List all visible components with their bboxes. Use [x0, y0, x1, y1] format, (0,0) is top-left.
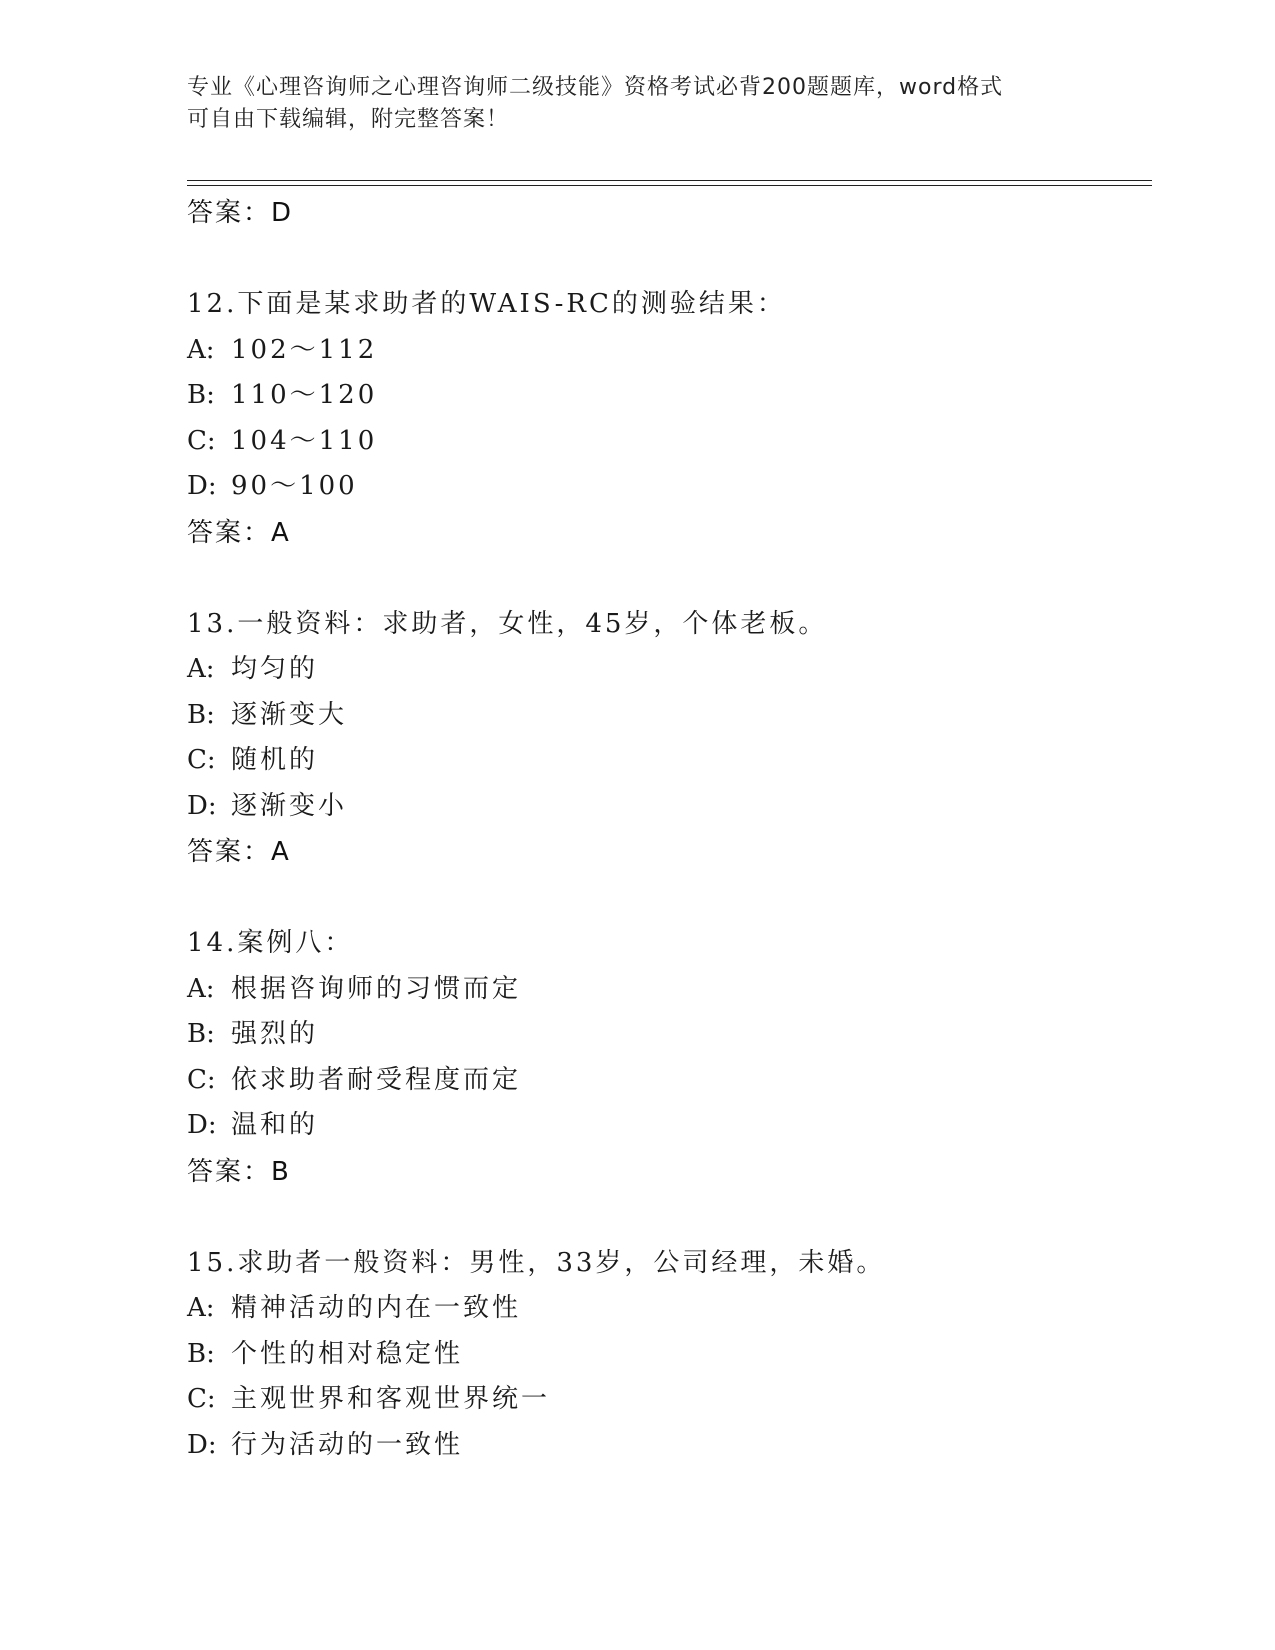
- option-b: [187, 373, 1152, 419]
- option-text: 逐渐变大: [231, 699, 348, 730]
- option-a: [187, 1286, 1152, 1332]
- option-text: 随机的: [231, 745, 319, 775]
- option-letter: C:: [187, 425, 216, 456]
- document-header: [187, 72, 1087, 136]
- option-d: [187, 784, 1152, 830]
- question-stem: 15.求助者一般资料：男性，33岁，公司经理，未婚。: [187, 1247, 886, 1278]
- question-14: [187, 921, 1152, 1195]
- option-text: 均匀的: [231, 654, 319, 684]
- answer-line: 答案：D: [187, 198, 294, 228]
- option-text: 精神活动的内在一致性: [231, 1293, 522, 1323]
- option-letter: A:: [187, 654, 215, 684]
- option-text: 温和的: [231, 1110, 319, 1140]
- option-letter: D:: [187, 790, 217, 821]
- option-text: 102～112: [231, 334, 378, 365]
- option-letter: B:: [187, 1019, 215, 1049]
- option-text: 依求助者耐受程度而定: [231, 1064, 522, 1095]
- question-stem: 13.一般资料：求助者，女性，45岁，个体老板。: [187, 608, 828, 639]
- option-letter: B:: [187, 699, 215, 730]
- option-text: 110～120: [231, 380, 378, 410]
- option-b: [187, 1012, 1152, 1058]
- option-text: 104～110: [231, 425, 378, 456]
- option-letter: D:: [187, 471, 217, 501]
- header-line-1: 专业《心理咨询师之心理咨询师二级技能》资格考试必背200题题库，word格式: [187, 75, 1004, 100]
- option-letter: C:: [187, 1384, 216, 1414]
- question-13: [187, 602, 1152, 876]
- option-c: [187, 738, 1152, 784]
- option-text: 逐渐变小: [231, 790, 348, 821]
- option-letter: C:: [187, 745, 216, 775]
- option-text: 90～100: [231, 471, 358, 501]
- option-c: [187, 1377, 1152, 1423]
- answer-line: 答案：A: [187, 517, 291, 548]
- question-12: [187, 282, 1152, 556]
- option-a: [187, 647, 1152, 693]
- option-text: 强烈的: [231, 1019, 319, 1049]
- option-text: 行为活动的一致性: [231, 1429, 464, 1460]
- option-b: [187, 693, 1152, 739]
- option-b: [187, 1332, 1152, 1378]
- question-stem: 14.案例八：: [187, 928, 354, 958]
- option-letter: A:: [187, 1293, 215, 1323]
- option-letter: A:: [187, 334, 215, 365]
- option-d: [187, 1423, 1152, 1469]
- option-c: [187, 1058, 1152, 1104]
- option-text: 根据咨询师的习惯而定: [231, 973, 522, 1004]
- option-letter: B:: [187, 1338, 215, 1369]
- header-divider-bottom: [187, 185, 1152, 186]
- document-body: [187, 190, 1152, 1468]
- option-letter: A:: [187, 973, 215, 1004]
- question-15: [187, 1241, 1152, 1469]
- header-divider-top: [187, 180, 1152, 181]
- option-letter: D:: [187, 1110, 217, 1140]
- option-text: 个性的相对稳定性: [231, 1338, 464, 1369]
- option-c: [187, 419, 1152, 465]
- option-a: [187, 328, 1152, 374]
- option-letter: B:: [187, 380, 215, 410]
- option-text: 主观世界和客观世界统一: [231, 1384, 551, 1414]
- answer-line: 答案：B: [187, 1156, 291, 1187]
- header-line-2: 可自由下载编辑，附完整答案！: [187, 107, 510, 132]
- option-letter: D:: [187, 1429, 217, 1460]
- question-stem: 12.下面是某求助者的WAIS-RC的测验结果：: [187, 289, 786, 319]
- option-letter: C:: [187, 1064, 216, 1095]
- option-d: [187, 1103, 1152, 1149]
- option-a: [187, 967, 1152, 1013]
- answer-line: 答案：A: [187, 837, 291, 867]
- option-d: [187, 464, 1152, 510]
